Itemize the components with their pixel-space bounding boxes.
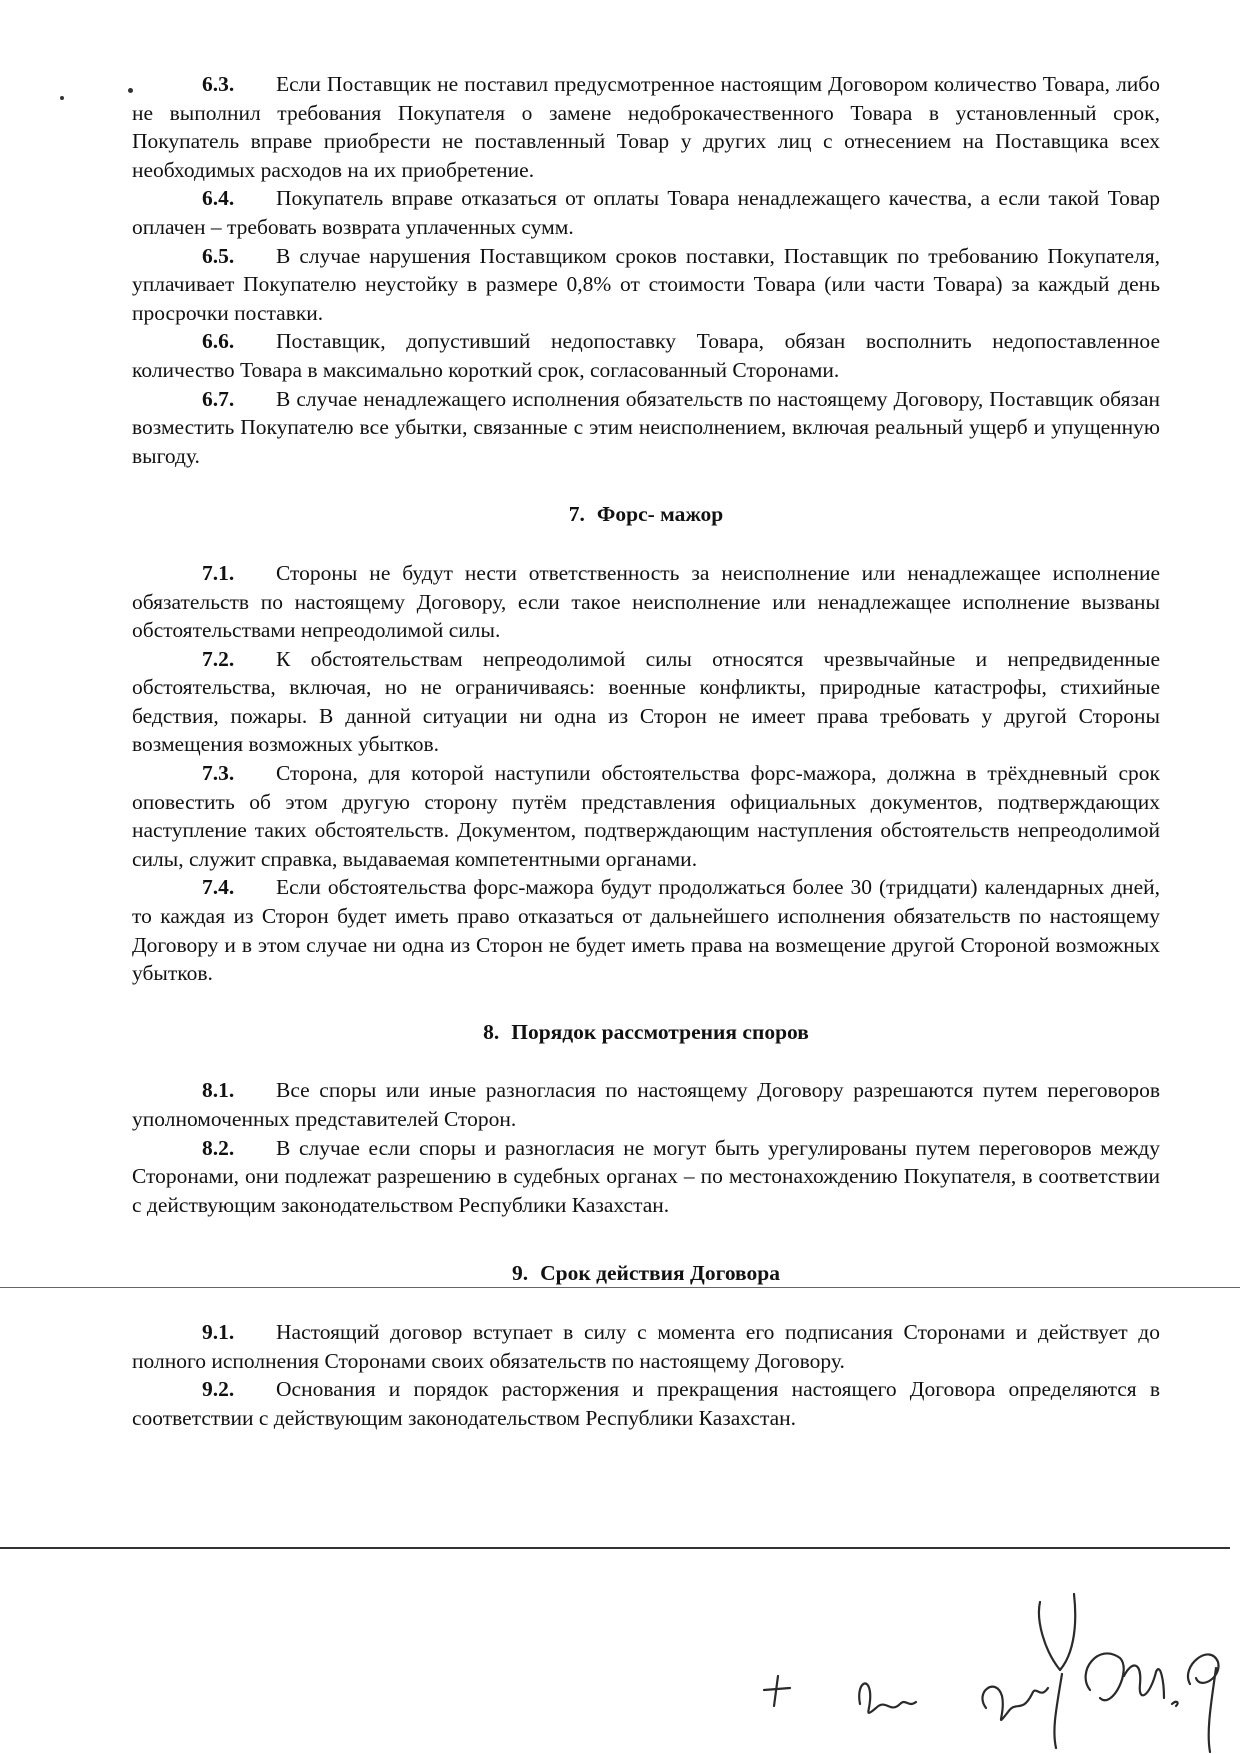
clause-7-2	[132, 645, 1160, 759]
clause-text: Поставщик, допустивший недопоставку Товара, обязан восполнить недопоставленное количество Товара в максимально короткий срок, согласованный Сторонами.	[132, 329, 1160, 382]
section-title: Срок действия Договора	[540, 1261, 780, 1286]
clause-number: 6.6.	[202, 329, 235, 354]
section-9-clauses	[132, 1318, 1160, 1432]
clause-number: 7.3.	[202, 761, 235, 786]
clause-number: 9.2.	[202, 1377, 235, 1402]
clause-number: 7.1.	[202, 560, 235, 585]
clause-8-1	[132, 1076, 1160, 1133]
clause-text: В случае нарушения Поставщиком сроков поставки, Поставщик по требованию Покупателя, уплачивает Покупателю неустойку в размере 0,8% от стоимости Товара (или части Товара) за каждый день просрочки поставки.	[132, 243, 1160, 325]
clause-text: Покупатель вправе отказаться от оплаты Товара ненадлежащего качества, а если такой Товар оплачен – требовать возврата уплаченных сумм.	[132, 186, 1160, 239]
clause-text: Все споры или иные разногласия по настоящему Договору разрешаются путем переговоров уполномоченных представителей Сторон.	[132, 1078, 1160, 1131]
clause-number: 8.2.	[202, 1135, 235, 1160]
section-title: Форс- мажор	[596, 502, 724, 527]
clause-9-2	[132, 1375, 1160, 1432]
clause-6-5	[132, 242, 1160, 328]
clause-8-2	[132, 1134, 1160, 1220]
clause-number: 8.1.	[202, 1078, 235, 1103]
clause-number: 7.2.	[202, 646, 235, 671]
clause-text: Основания и порядок расторжения и прекращения настоящего Договора определяются в соответствии с действующим законодательством Республики Казахстан.	[132, 1377, 1160, 1430]
signature-initials-1	[859, 1683, 916, 1712]
clause-7-1	[132, 559, 1160, 645]
clause-6-4	[132, 184, 1160, 241]
section-number: 7.	[568, 502, 585, 527]
section-7-clauses	[132, 559, 1160, 988]
clause-6-7	[132, 385, 1160, 471]
clause-text: К обстоятельствам непреодолимой силы относятся чрезвычайные и непредвиденные обстоятельства, включая, но не ограничиваясь: военные конфликты, природные катастрофы, стихийные бедствия, пожары. В данной ситуации ни одна из Сторон не имеет права требовать у другой Стороны возмещения возможных убытков.	[132, 646, 1160, 757]
section-heading-force-majeure	[132, 500, 1160, 529]
section-heading-disputes	[132, 1018, 1160, 1047]
clause-6-3	[132, 70, 1160, 184]
clause-text: В случае ненадлежащего исполнения обязательств по настоящему Договору, Поставщик обязан возместить Покупателю все убытки, связанные с этим неисполнением, включая реальный ущерб и упущенную выгоду.	[132, 386, 1160, 468]
section-heading-term	[132, 1259, 1160, 1288]
page-divider	[0, 1547, 1230, 1549]
contract-text	[132, 70, 1160, 1432]
clause-text: Стороны не будут нести ответственность за неисполнение или ненадлежащее исполнение обязательств по настоящему Договору, если такое неисполнение или ненадлежащее исполнение вызваны обстоятельствами непреодолимой силы.	[132, 560, 1160, 643]
clause-9-1	[132, 1318, 1160, 1375]
clause-number: 6.3.	[202, 72, 235, 96]
signature-main	[1086, 1653, 1219, 1752]
clause-6-6	[132, 327, 1160, 384]
scan-speck	[60, 96, 64, 100]
clause-text: В случае если споры и разногласия не могут быть урегулированы путем переговоров между Сторонами, они подлежат разрешению в судебных органах – по местонахождению Покупателя, в соответствии с действующим законодательством Республики Казахстан.	[132, 1135, 1160, 1217]
clause-text: Если обстоятельства форс-мажора будут продолжаться более 30 (тридцати) календарных дней, то каждая из Сторон будет иметь право отказаться от дальнейшего исполнения обязательств по настоящему Договору и в этом случае ни одна из Сторон не будет иметь права на возмещение другой Стороной возможных убытков.	[132, 875, 1160, 986]
clause-text: Настоящий договор вступает в силу с момента его подписания Сторонами и действует до полного исполнения Сторонами своих обязательств по настоящему Договору.	[132, 1319, 1160, 1373]
page-divider	[0, 1287, 1240, 1288]
section-title: Порядок рассмотрения споров	[511, 1019, 809, 1044]
clause-7-3	[132, 759, 1160, 873]
clause-text: Если Поставщик не поставил предусмотренное настоящим Договором количество Товара, либо не выполнил требования Покупателя о замене недоброкачественного Товара в установленный срок, Покупатель вправе приобрести не поставленный Товар у других лиц с отнесением на Поставщика всех необходимых расходов на их приобретение.	[132, 72, 1160, 182]
clause-number: 6.4.	[202, 186, 235, 211]
clause-number: 9.1.	[202, 1319, 235, 1344]
clause-number: 6.7.	[202, 386, 235, 411]
section-number: 8.	[483, 1019, 500, 1044]
signature-2	[982, 1687, 1048, 1720]
section-6-clauses	[132, 70, 1160, 470]
signature-loop	[1039, 1594, 1075, 1748]
handwritten-signatures	[740, 1580, 1220, 1754]
clause-number: 7.4.	[202, 875, 235, 900]
section-8-clauses	[132, 1076, 1160, 1219]
clause-7-4	[132, 873, 1160, 987]
clause-text: Сторона, для которой наступили обстоятельства форс-мажора, должна в трёхдневный срок оповестить об этом другую сторону путём представления официальных документов, подтверждающих наступление таких обстоятельств. Документом, подтверждающим наступления обстоятельств непреодолимой силы, служит справка, выдаваемая компетентными органами.	[132, 761, 1160, 871]
section-number: 9.	[512, 1261, 529, 1286]
cross-mark	[764, 1676, 790, 1706]
clause-number: 6.5.	[202, 243, 235, 268]
